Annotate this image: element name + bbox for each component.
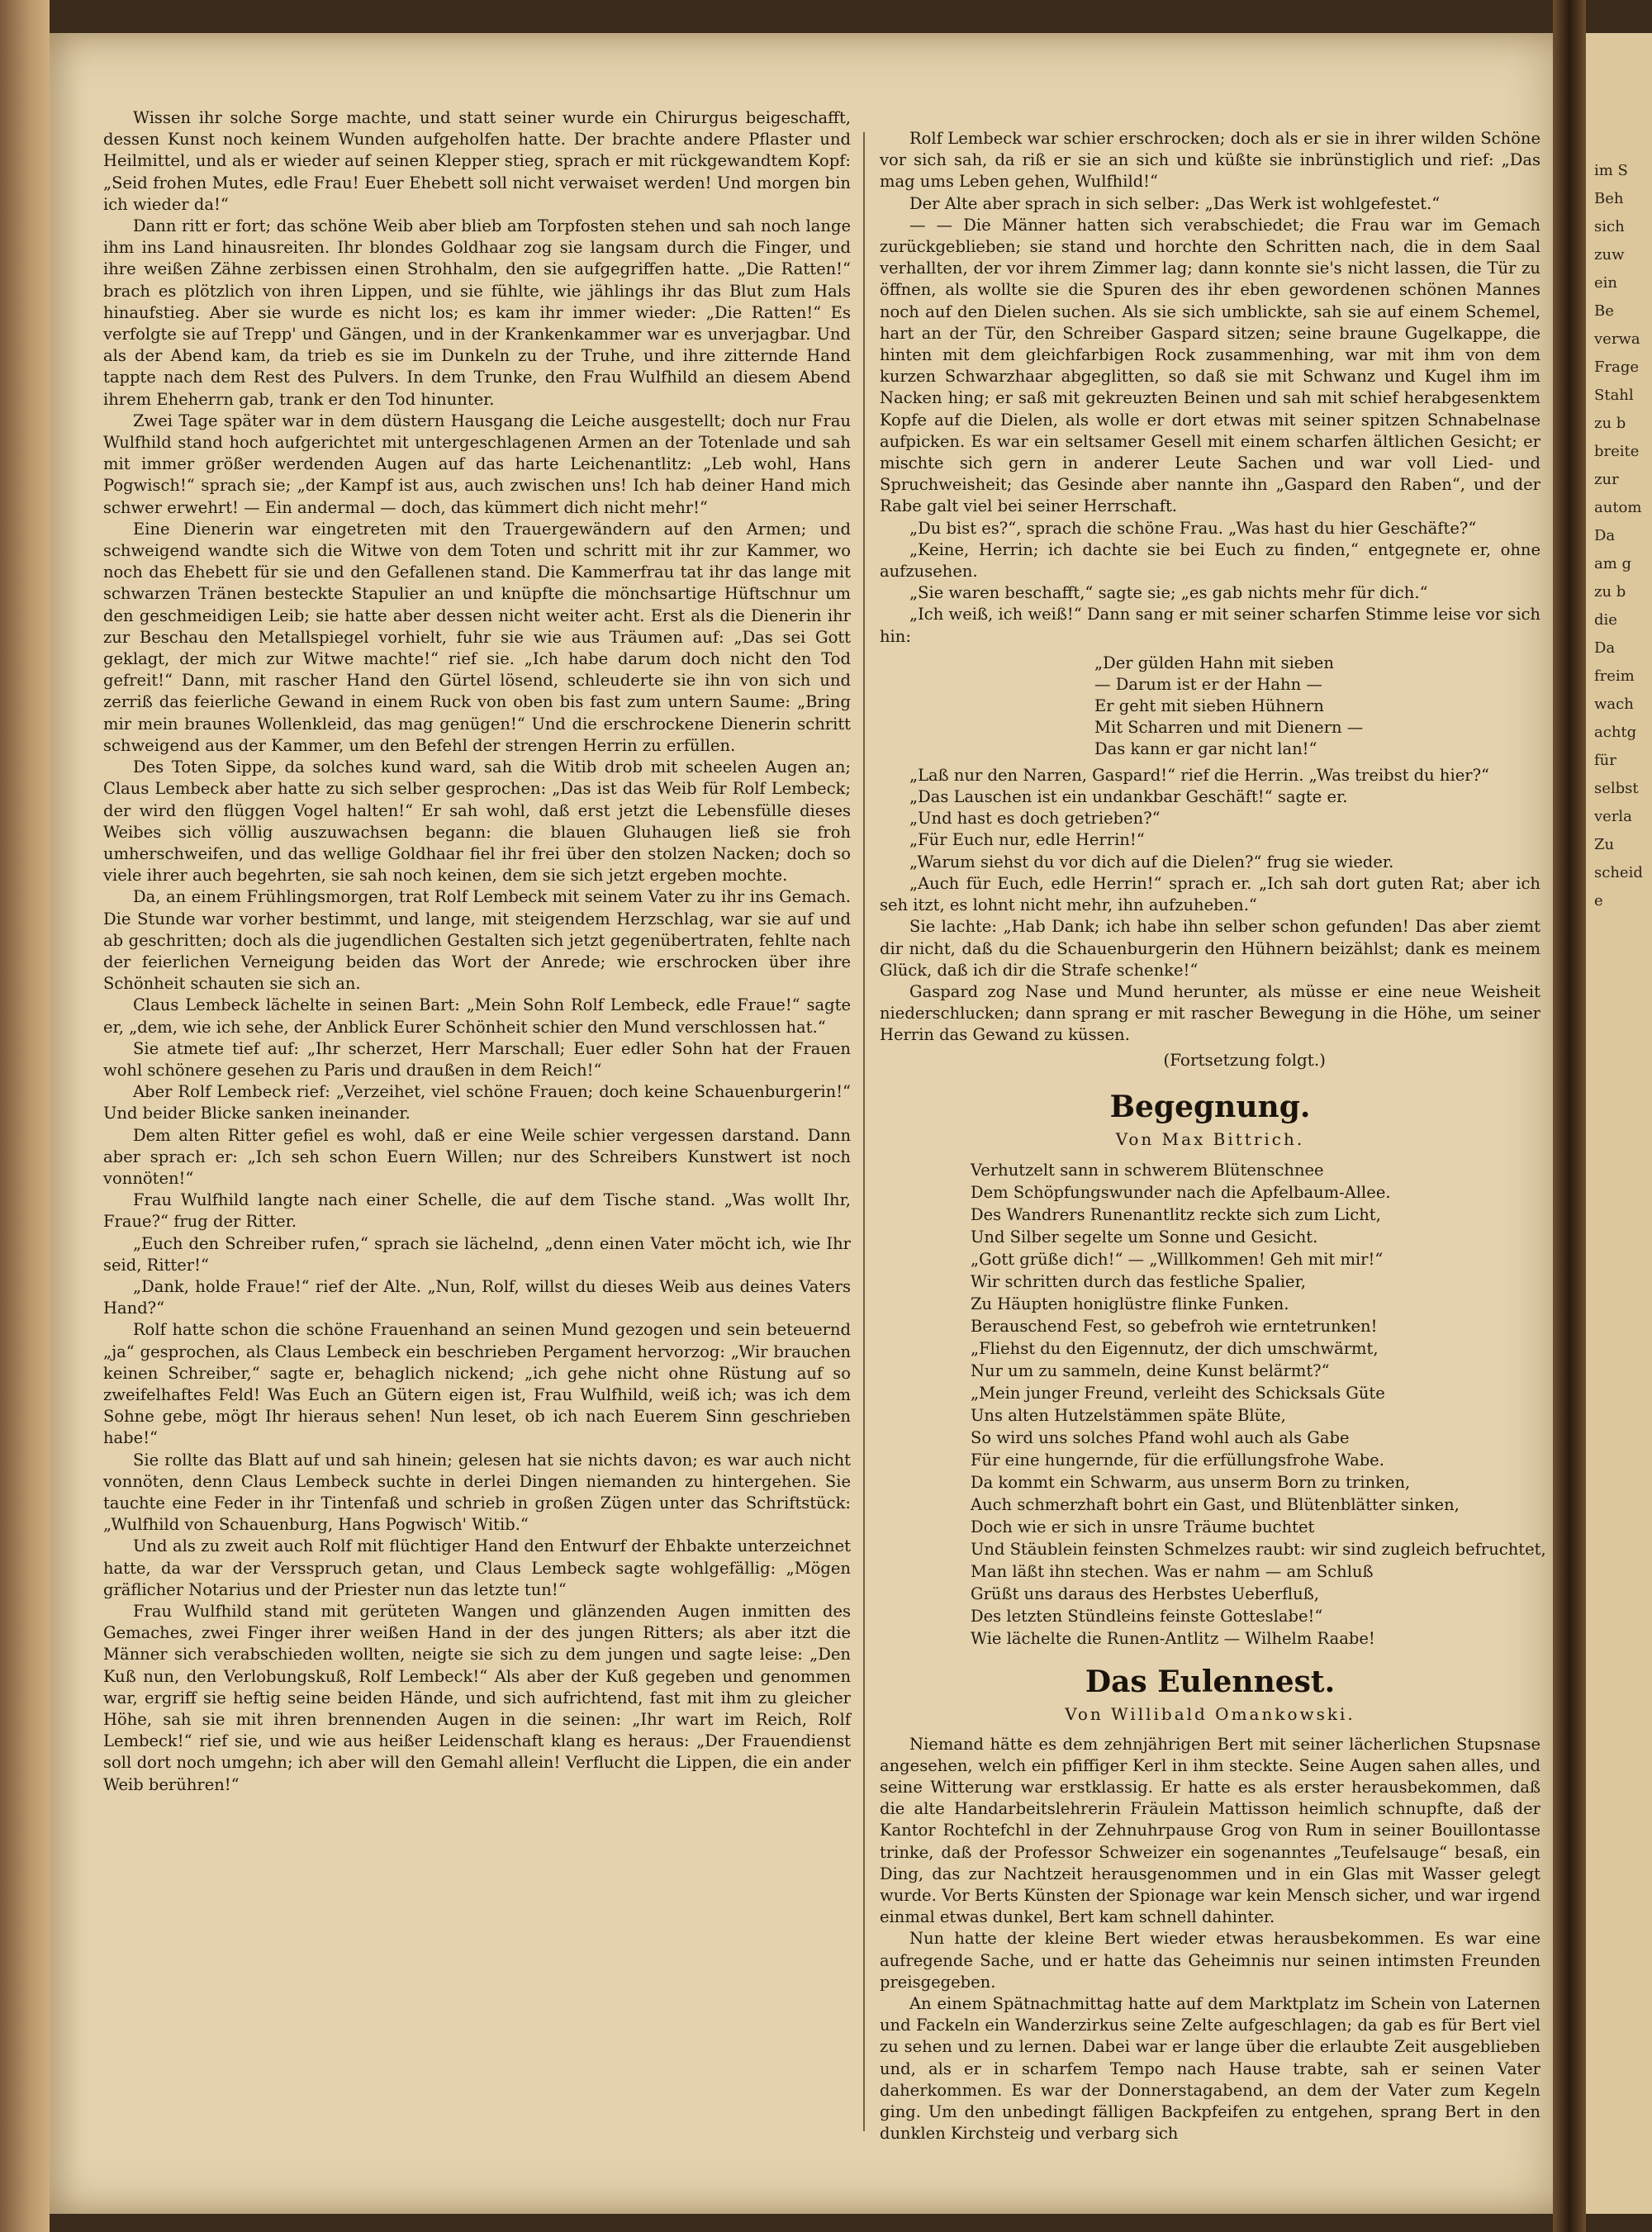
verse-line: Mit Scharren und mit Dienern —: [1094, 717, 1364, 737]
poem-line: Auch schmerzhaft bohrt ein Gast, und Blütenblätter sinken,: [971, 1494, 1460, 1514]
paragraph: Aber Rolf Lembeck rief: „Verzeihet, viel schöne Frauen; doch keine Schauenburgerin!“ Und beider Blicke sanken ineinander.: [103, 1082, 851, 1123]
left-column: [103, 107, 851, 1796]
poem-body: [971, 1159, 1546, 1650]
poem-line: So wird uns solches Pfand wohl auch als Gabe: [971, 1427, 1350, 1447]
next-page-fragment: im S Beh sich zuw ein Be verwa Frage Stahl zu b breite zur autom Da am g zu b die Da freim wach achtg für selbst verla Zu scheid e: [1594, 162, 1643, 909]
poem-line: Grüßt uns daraus des Herbstes Ueberfluß,: [971, 1584, 1319, 1603]
poem-line: Und Silber segelte um Sonne und Gesicht.: [971, 1227, 1318, 1247]
song-verse: [1094, 653, 1540, 760]
paragraph: „Und hast es doch getrieben?“: [909, 809, 1161, 829]
paragraph: Des Toten Sippe, da solches kund ward, sah die Witib drob mit scheelen Augen an; Claus Lembeck aber hatte zu sich selber gesprochen: „Das ist das Weib für Rolf Lembeck; der wird den flüggen Vogel halten!“ Er sah wohl, daß erst jetzt die Lebensfülle dieses Weibes sich völlig auszuwachsen begann: die blauen Gluhaugen ließ sie froh umherschweifen, und das wellige Goldhaar fiel ihr frei über den stolzen Nacken; doch so viele ihrer auch begehrten, sie sah noch keinen, dem sie sich jetzt ergeben mochte.: [103, 757, 851, 886]
paragraph: „Auch für Euch, edle Herrin!“ sprach er. „Ich sah dort guten Rat; aber ich seh itzt, es lohnt nicht mehr, ihn aufzuheben.“: [880, 873, 1540, 915]
poem-line: Doch wie er sich in unsre Träume buchtet: [971, 1517, 1315, 1536]
book-gutter: [1553, 0, 1586, 2232]
right-column: [880, 128, 1546, 2144]
paragraph: Niemand hätte es dem zehnjährigen Bert mit seiner lächerlichen Stupsnase angesehen, welch ein pfiffiger Kerl in ihm steckte. Seine Augen sahen alles, und seine Witterung war erstklassig. Er hatte es als erster herausbekommen, daß die alte Handarbeitslehrerin Fräulein Mattisson heimlich schnupfte, daß der Kantor Rochtefchl in der Zehnuhrpause Grog von Rum in seiner Bouillontasse trinke, daß der Professor Schweizer ein sogenanntes „Teufelsauge“ besaß, ein Ding, das zur Nachtzeit herausgenommen und in ein Glas mit Wasser gelegt wurde. Vor Berts Künsten der Spionage war kein Mensch sicher, und war irgend einmal etwas dunkel, Bert kam schnell dahinter.: [880, 1734, 1540, 1927]
column-rule: [863, 132, 865, 2131]
verse-line: Er geht mit sieben Hühnern: [1094, 696, 1324, 715]
paragraph: An einem Spätnachmittag hatte auf dem Marktplatz im Schein von Laternen und Fackeln ein Wanderzirkus seine Zelte aufgeschlagen; da gab es für Bert viel zu sehen und zu lernen. Dabei war er lange über die erlaubte Zeit ausgeblieben und, als er in scharfem Tempo nach Hause trabte, sah er seinen Vater daherkommen. Es war der Donnerstagabend, an dem der Vater zum Kegeln ging. Um den unbedingt fälligen Backpfeifen zu entgehen, sprang Bert in den dunklen Kirchsteig und verbarg sich: [880, 1993, 1540, 2144]
paragraph: Nun hatte der kleine Bert wieder etwas herausbekommen. Es war eine aufregende Sache, und er hatte das Geheimnis nur seinen intimsten Freunden preisgegeben.: [880, 1929, 1540, 1992]
story-byline: Von Willibald Omankowski.: [1065, 1703, 1355, 1724]
paragraph: Rolf hatte schon die schöne Frauenhand an seinen Mund gezogen und sein beteuernd „ja“ gesprochen, als Claus Lembeck ein beschrieben Pergament hervorzog: „Wir brauchen keinen Schreiber,“ sagte er, behaglich nickend; „ich gehe nicht ohne Rüstung auf so zweifelhaftes Feld! Was Euch an Gütern eigen ist, Frau Wulfhild, weiß ich; was ich dem Sohne gebe, mögt Ihr hieraus sehen! Nun leset, ob ich nach Euerem Sinn geschrieben habe!“: [103, 1320, 851, 1448]
continued-note: (Fortsetzung folgt.): [1163, 1049, 1326, 1070]
paragraph: „Warum siehst du vor dich auf die Dielen?“ frug sie wieder.: [909, 852, 1394, 871]
paragraph: „Das Lauschen ist ein undankbar Geschäft!“ sagte er.: [909, 787, 1348, 807]
poem-line: Des Wandrers Runenantlitz reckte sich zum Licht,: [971, 1204, 1381, 1224]
paragraph: Sie atmete tief auf: „Ihr scherzet, Herr Marschall; Euer edler Sohn hat der Frauen wohl schönere gesehen zu Paris und draußen in dem Reich!“: [103, 1038, 851, 1080]
poem-line: Wie lächelte die Runen-Antlitz — Wilhelm Raabe!: [971, 1628, 1375, 1648]
poem-line: Für eine hungernde, für die erfüllungsfrohe Wabe.: [971, 1450, 1384, 1470]
verse-line: „Der gülden Hahn mit sieben: [1094, 653, 1334, 672]
paragraph: „Euch den Schreiber rufen,“ sprach sie lächelnd, „denn einen Vater möcht ich, wie Ihr seid, Ritter!“: [103, 1233, 851, 1275]
next-page-edge: [1586, 33, 1652, 2214]
paragraph: Wissen ihr solche Sorge machte, und statt seiner wurde ein Chirurgus beigeschafft, dessen Kunst noch keinem Wunden aufgeholfen hatte. Der brachte andere Pflaster und Heilmittel, und als er wieder auf seinen Klepper stieg, sprach er mit rückgewandtem Kopf: „Seid frohen Mutes, edle Frau! Euer Ehebett soll nicht verwaiset werden! Und morgen bin ich wieder da!“: [103, 108, 851, 214]
poem-line: Da kommt ein Schwarm, aus unserm Born zu trinken,: [971, 1472, 1411, 1492]
poem-line: Verhutzelt sann in schwerem Blütenschnee: [971, 1160, 1324, 1180]
poem-title: Begegnung.: [1109, 1089, 1311, 1124]
poem-line: Und Stäublein feinsten Schmelzes raubt: wir sind zugleich befruchtet,: [971, 1539, 1546, 1559]
paragraph: Frau Wulfhild langte nach einer Schelle, die auf dem Tische stand. „Was wollt Ihr, Fraue?“ frug der Ritter.: [103, 1190, 851, 1232]
poem-line: „Fliehst du den Eigennutz, der dich umschwärmt,: [971, 1338, 1379, 1358]
poem-line: Wir schritten durch das festliche Spalier,: [971, 1271, 1306, 1291]
poem-line: „Mein junger Freund, verleiht des Schicksals Güte: [971, 1383, 1385, 1403]
book-edge-left: [0, 0, 50, 2232]
paragraph: — — Die Männer hatten sich verabschiedet; die Frau war im Gemach zurückgeblieben; sie stand und horchte den Schritten nach, die in dem Saal verhallten, der vor ihrem Zimmer lag; dann konnte sie's nicht lassen, die Tür zu öffnen, als wollte sie die Spuren des ihr eben gewordenen schönen Mannes noch auf den Dielen suchen. Als sie sich umblickte, sah sie auf einem Schemel, hart an der Tür, den Schreiber Gaspard sitzen; seine braune Gugelkappe, die hinten mit dem gleichfarbigen Rock zusammenhing, war mit ihm von dem kurzen Schwarzhaar abgeglitten, so daß sie mit Schwanz und Kugel ihm im Nacken hing; er saß mit gekreuzten Beinen und sah mit schief herabgesenktem Kopfe auf die Dielen, als wolle er dort etwas mit seiner spitzen Schnabelnase aufpicken. Es war ein seltsamer Gesell mit einem scharfen ältlichen Gesicht; er mischte sich gern in anderer Leute Sachen und war voll Lied- und Spruchweisheit; das Gesinde aber nannte ihn „Gaspard den Raben“, und der Rabe galt viel bei seiner Herrschaft.: [880, 215, 1540, 516]
poem-line: Berauschend Fest, so gebefroh wie erntetrunken!: [971, 1316, 1378, 1336]
paragraph: Gaspard zog Nase und Mund herunter, als müsse er eine neue Weisheit niederschlucken; dann sprang er mit rascher Bewegung in die Höhe, um seiner Herrin das Gewand zu küssen.: [880, 981, 1540, 1045]
paragraph: Rolf Lembeck war schier erschrocken; doch als er sie in ihrer wilden Schöne vor sich sah, da riß er sie an sich und küßte sie inbrünstiglich und rief: „Das mag ums Leben gehen, Wulfhild!“: [880, 129, 1540, 192]
paragraph: „Sie waren beschafft,“ sagte sie; „es gab nichts mehr für dich.“: [909, 583, 1428, 603]
paragraph: „Keine, Herrin; ich dachte sie bei Euch zu finden,“ entgegnete er, ohne aufzusehen.: [880, 539, 1540, 582]
paragraph: Da, an einem Frühlingsmorgen, trat Rolf Lembeck mit seinem Vater zu ihr ins Gemach. Die Stunde war vorher bestimmt, und lange, mit steigendem Herzschlag, war sie auf und ab geschritten; doch als die jugendlichen Gestalten sich jetzt gegenübertraten, fehlte nach der feierlichen Verneigung beiden das Wort der Anrede; wie erschrocken über ihre Schönheit schauten sie sich an.: [103, 887, 851, 994]
paragraph: „Du bist es?“, sprach die schöne Frau. „Was hast du hier Geschäfte?“: [909, 518, 1477, 538]
verse-line: — Darum ist er der Hahn —: [1094, 674, 1322, 694]
paragraph: Zwei Tage später war in dem düstern Hausgang die Leiche ausgestellt; doch nur Frau Wulfhild stand hoch aufgerichtet mit untergeschlagenen Armen an der Totenlade und sah mit immer größer werdenden Augen auf das harte Leichenantlitz: „Leb wohl, Hans Pogwisch!“ sprach sie; „der Kampf ist aus, auch zwischen uns! Ich hab deiner Hand mich schwer erwehrt! — Ein andermal — doch, das kümmert dich nicht mehr!“: [103, 411, 851, 517]
paragraph: Der Alte aber sprach in sich selber: „Das Werk ist wohlgefestet.“: [909, 193, 1441, 213]
paragraph: Dem alten Ritter gefiel es wohl, daß er eine Weile schier vergessen darstand. Dann aber sprach er: „Ich seh schon Euern Willen; nur des Schreibers Kunstwert ist noch vonnöten!“: [103, 1125, 851, 1188]
poem-line: Dem Schöpfungswunder nach die Apfelbaum-Allee.: [971, 1182, 1391, 1202]
verse-line: Das kann er gar nicht lan!“: [1094, 738, 1317, 758]
poem-line: Nur um zu sammeln, deine Kunst belärmt?“: [971, 1361, 1330, 1380]
paragraph: „Dank, holde Fraue!“ rief der Alte. „Nun, Rolf, willst du dieses Weib aus deines Vaters Hand?“: [103, 1276, 851, 1318]
paragraph: Claus Lembeck lächelte in seinen Bart: „Mein Sohn Rolf Lembeck, edle Fraue!“ sagte er, „dem, wie ich sehe, der Anblick Eurer Schönheit schier den Mund verschlossen hat.“: [103, 995, 851, 1037]
paragraph: Frau Wulfhild stand mit gerüteten Wangen und glänzenden Augen inmitten des Gemaches, zwei Finger ihrer weißen Hand in der des jungen Ritters; als aber itzt die Männer sich verabschieden wollten, neigte sie sich zu dem jungen und sagte leise: „Den Kuß nun, den Verlobungskuß, Rolf Lembeck!“ Als aber der Kuß gegeben und genommen war, ergriff sie heftig seine beiden Hände, und sich aufrichtend, fast mit ihm zu gleicher Höhe, sah sie mit ihren brennenden Augen in die seinen: „Ihr wart im Reich, Rolf Lembeck!“ rief sie, und wie aus heißer Leidenschaft klang es heraus: „Der Frauendienst soll dort noch umgehn; ich aber will den Gemahl allein! Verflucht die Lippen, die ein ander Weib berühren!“: [103, 1602, 851, 1794]
poem-byline: Von Max Bittrich.: [1115, 1128, 1305, 1149]
paragraph: Eine Dienerin war eingetreten mit den Trauergewändern auf den Armen; und schweigend wandte sich die Witwe von dem Toten und schritt mit ihr zur Kammer, wo noch das Ehebett für sie und den Gefallenen stand. Die Kammerfrau tat ihr das lange mit schwarzen Tränen besteckte Stapulier an und knüpfte die mönchsartige Hüftschnur um den geschmeidigen Leib; sie hatte aber dessen nicht weiter acht. Erst als die Dienerin ihr zur Beschau den Metallspiegel vorhielt, fuhr sie wie aus Träumen auf: „Das sei Gott geklagt, der mich zur Witwe machte!“ rief sie. „Ich habe darum doch nicht den Tod gefreit!“ Dann, mit rascher Hand den Gürtel lösend, schleuderte sie ihn von sich und zerriß das feierliche Gewand in einem Ruck von oben bis fast zum untern Saume: „Bring mir mein braunes Wollenkleid, das mag genügen!“ Und die erschrockene Dienerin schritt schweigend aus der Kammer, um den Befehl der strengen Herrin zu erfüllen.: [103, 519, 851, 755]
poem-line: Uns alten Hutzelstämmen späte Blüte,: [971, 1405, 1286, 1425]
paragraph: Dann ritt er fort; das schöne Weib aber blieb am Torpfosten stehen und sah noch lange ihm ins Land hinausreiten. Ihr blondes Goldhaar zog sie langsam durch die Finger, und ihre weißen Zähne zerbissen einen Strohhalm, den sie aufgegriffen hatte. „Die Ratten!“ brach es plötzlich von ihren Lippen, und sie fühlte, wie jählings ihr das Blut zum Hals hinaufstieg. Aber sie wurde es nicht los; es kam ihr immer wieder: „Die Ratten!“ Es verfolgte sie auf Trepp' und Gängen, und in der Krankenkammer war es unverjagbar. Und als der Abend kam, da trieb es sie im Dunkeln zu der Truhe, und ihre zitternde Hand tappte nach dem Rest des Pulvers. In dem Trunke, den Frau Wulfhild an diesem Abend ihrem Eheherrn gab, trank er den Tod hinunter.: [103, 216, 851, 409]
poem-line: „Gott grüße dich!“ — „Willkommen! Geh mit mir!“: [971, 1249, 1384, 1269]
poem-line: Zu Häupten honiglüstre flinke Funken.: [971, 1294, 1289, 1313]
poem-line: Man läßt ihn stechen. Was er nahm — am Schluß: [971, 1561, 1374, 1581]
paragraph: Und als zu zweit auch Rolf mit flüchtiger Hand den Entwurf der Ehbakte unterzeichnet hatte, da war der Versspruch getan, und Claus Lembeck sagte wohlgefällig: „Mögen gräflicher Notarius und der Priester nun das letzte tun!“: [103, 1536, 851, 1599]
poem-line: Des letzten Stündleins feinste Gotteslabe!“: [971, 1606, 1323, 1626]
paragraph: „Ich weiß, ich weiß!“ Dann sang er mit seiner scharfen Stimme leise vor sich hin:: [880, 605, 1540, 646]
paragraph: „Für Euch nur, edle Herrin!“: [909, 830, 1145, 850]
paragraph: Sie rollte das Blatt auf und sah hinein; gelesen hat sie nichts davon; es war auch nicht vonnöten, denn Claus Lembeck suchte in derlei Dingen niemanden zu hintergehen. Sie tauchte eine Feder in ihr Tintenfaß und schrieb in großen Zügen unter das Schriftstück: „Wulfhild von Schauenburg, Hans Pogwisch' Witib.“: [103, 1450, 851, 1535]
story-title: Das Eulennest.: [1085, 1664, 1336, 1699]
paragraph: Sie lachte: „Hab Dank; ich habe ihn selber schon gefunden! Das aber ziemt dir nicht, daß du die Schauenburgerin den Hühnern beizählst; dank es meinem Glück, daß ich dir die Strafe schenke!“: [880, 917, 1540, 980]
paragraph: „Laß nur den Narren, Gaspard!“ rief die Herrin. „Was treibst du hier?“: [909, 765, 1489, 785]
